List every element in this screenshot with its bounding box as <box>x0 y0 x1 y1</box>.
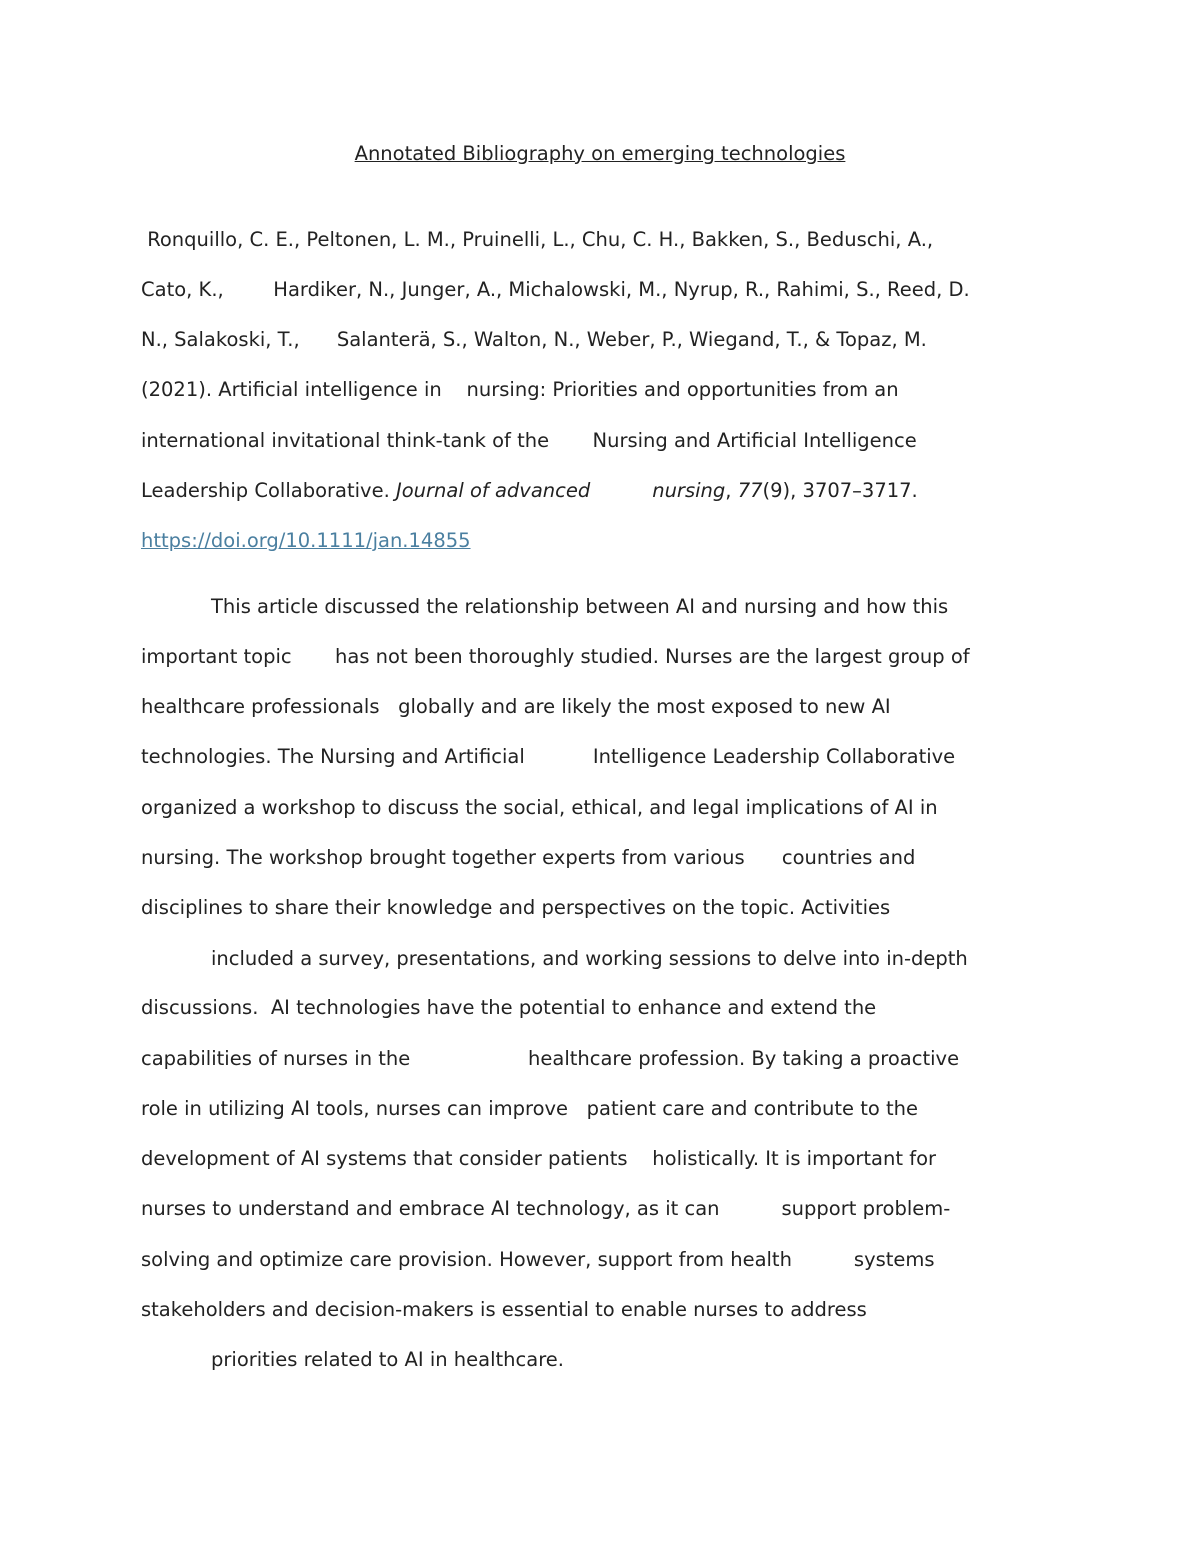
document-title: Annotated Bibliography on emerging technologies <box>354 142 846 165</box>
citation-line: international invitational think-tank of the Nursing and Artificial Intelligence <box>141 429 917 452</box>
annotation-line: discussions. AI technologies have the potential to enhance and extend the <box>141 996 877 1019</box>
citation-line: Ronquillo, C. E., Peltonen, L. M., Pruinelli, L., Chu, C. H., Bakken, S., Beduschi, A., <box>141 228 934 251</box>
annotation-line: nursing. The workshop brought together experts from various countries and <box>141 846 916 869</box>
annotation-line: healthcare professionals globally and are likely the most exposed to new AI <box>141 695 891 718</box>
annotation-line: important topic has not been thoroughly studied. Nurses are the largest group of <box>141 645 970 668</box>
annotation-line: nurses to understand and embrace AI technology, as it can support problem- <box>141 1197 951 1220</box>
annotation-line: technologies. The Nursing and Artificial Intelligence Leadership Collaborative <box>141 745 956 768</box>
annotation-line: disciplines to share their knowledge and perspectives on the topic. Activities <box>141 896 891 919</box>
annotation-line: included a survey, presentations, and working sessions to delve into in-depth <box>211 947 968 970</box>
citation-line: (2021). Artificial intelligence in nursing: Priorities and opportunities from an <box>141 378 899 401</box>
annotation-line: development of AI systems that consider patients holistically. It is important for <box>141 1147 937 1170</box>
citation-line: Cato, K., Hardiker, N., Junger, A., Michalowski, M., Nyrup, R., Rahimi, S., Reed, D. <box>141 278 970 301</box>
citation-text: (9), 3707–3717. <box>762 479 918 502</box>
citation-text: , <box>725 479 738 502</box>
annotation-line: solving and optimize care provision. However, support from health systems <box>141 1248 935 1271</box>
citation-text: Leadership Collaborative. <box>141 479 396 502</box>
annotation-line: capabilities of nurses in the healthcare profession. By taking a proactive <box>141 1047 960 1070</box>
journal-name: Journal of advanced nursing <box>395 479 726 502</box>
annotation-line: organized a workshop to discuss the social, ethical, and legal implications of AI in <box>141 796 938 819</box>
annotation-line: This article discussed the relationship between AI and nursing and how this <box>211 595 949 618</box>
citation-line-journal <box>141 477 918 505</box>
journal-volume: 77 <box>737 479 763 502</box>
annotation-line: stakeholders and decision-makers is essential to enable nurses to address <box>141 1298 867 1321</box>
annotation-line: priorities related to AI in healthcare. <box>211 1348 564 1371</box>
doi-link[interactable]: https://doi.org/10.1111/jan.14855 <box>141 529 471 552</box>
annotation-line: role in utilizing AI tools, nurses can improve patient care and contribute to the <box>141 1097 919 1120</box>
citation-line: N., Salakoski, T., Salanterä, S., Walton, N., Weber, P., Wiegand, T., & Topaz, M. <box>141 328 927 351</box>
